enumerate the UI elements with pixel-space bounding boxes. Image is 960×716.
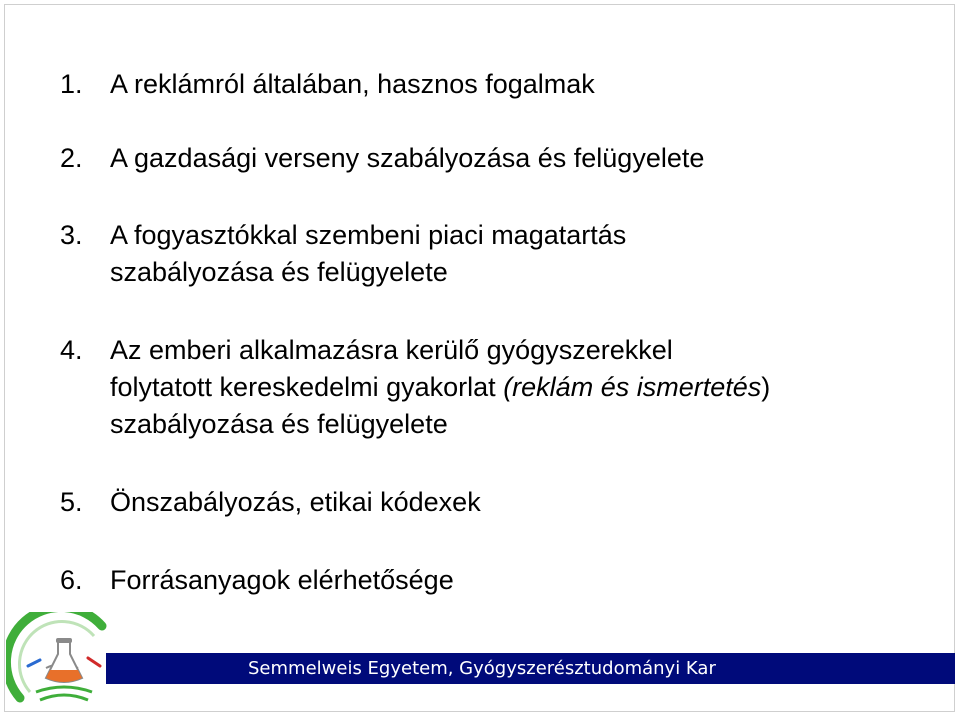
item-text-line-2-italic: (reklám és ismertetés bbox=[503, 372, 762, 402]
item-text-line-2-post: ) bbox=[761, 372, 771, 402]
footer-bar bbox=[106, 653, 955, 684]
item-number: 5. bbox=[60, 487, 83, 517]
item-text-line-2 bbox=[110, 369, 920, 406]
list-item bbox=[60, 140, 920, 177]
list-item bbox=[60, 562, 920, 599]
item-number: 6. bbox=[60, 565, 83, 595]
pharmacy-faculty-logo-icon bbox=[6, 612, 124, 712]
item-text: Önszabályozás, etikai kódexek bbox=[110, 487, 481, 517]
list-item bbox=[60, 484, 920, 521]
item-text-line-1: A fogyasztókkal szembeni piaci magatartás bbox=[110, 220, 627, 250]
item-number: 4. bbox=[60, 335, 83, 365]
item-number: 1. bbox=[60, 69, 83, 99]
list-item bbox=[60, 66, 920, 103]
item-text: Forrásanyagok elérhetősége bbox=[110, 565, 454, 595]
item-text-line-3: szabályozása és felügyelete bbox=[110, 409, 448, 439]
item-number: 2. bbox=[60, 143, 83, 173]
item-text-line-2-pre: folytatott kereskedelmi gyakorlat bbox=[110, 372, 504, 402]
item-text-line-2: szabályozása és felügyelete bbox=[110, 257, 448, 287]
item-text-line-1: Az emberi alkalmazásra kerülő gyógyszerekkel bbox=[110, 335, 673, 365]
list-item bbox=[60, 217, 920, 291]
item-number: 3. bbox=[60, 220, 83, 250]
footer-text: Semmelweis Egyetem, Gyógyszerésztudományi Kar bbox=[248, 658, 716, 679]
item-text: A reklámról általában, hasznos fogalmak bbox=[110, 69, 595, 99]
list-item bbox=[60, 332, 920, 443]
item-text: A gazdasági verseny szabályozása és felügyelete bbox=[110, 143, 705, 173]
